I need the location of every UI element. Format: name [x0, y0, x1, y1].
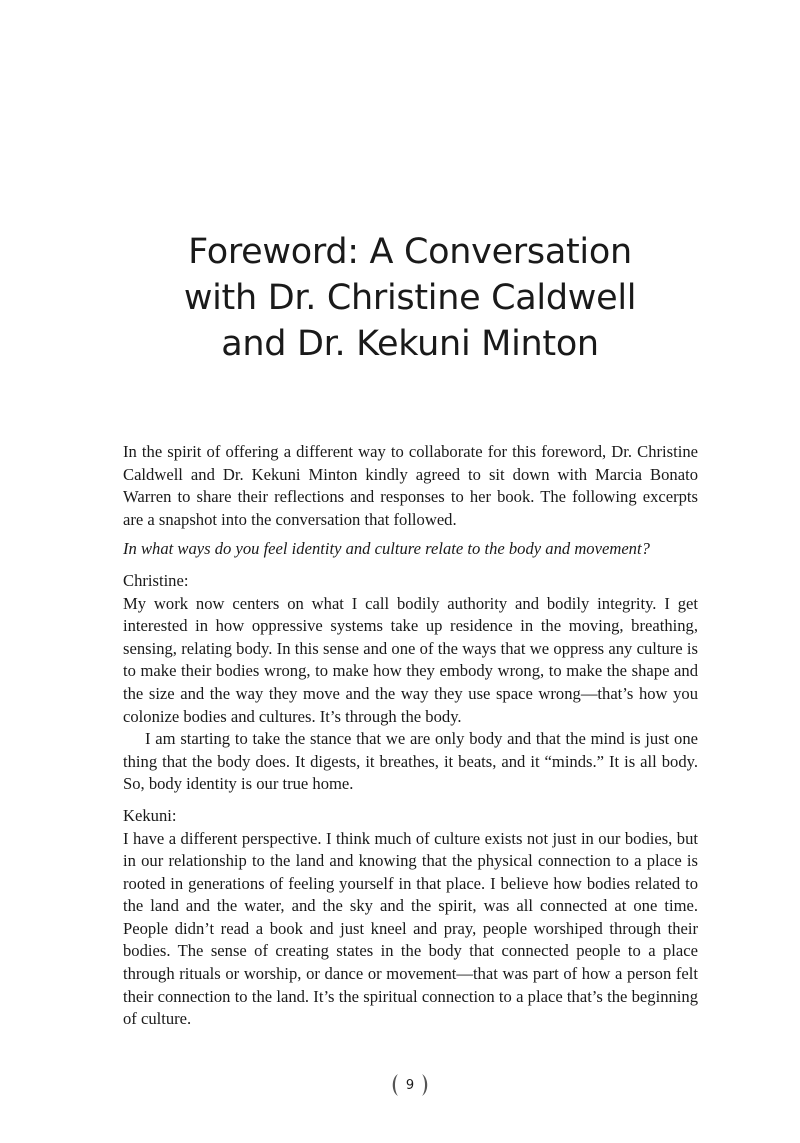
speaker-christine: Christine: — [123, 570, 189, 590]
chapter-title-line-1: Foreword: A Conversation — [188, 232, 632, 272]
page-number: 9 — [405, 1077, 415, 1093]
christine-paragraph-2: I am starting to take the stance that we are only body and that the mind is just one thing that the body does. It digests, it breathes, it beats, and it “minds.” It is all body. So, body identity is our true home. — [123, 729, 698, 794]
left-crescent-bracket-icon — [390, 1073, 400, 1097]
chapter-title-line-2: with Dr. Christine Caldwell — [183, 278, 637, 318]
chapter-title-line-3: and Dr. Kekuni Minton — [221, 324, 599, 364]
page-folio — [380, 1071, 440, 1099]
chapter-title — [100, 229, 720, 367]
christine-paragraph-1: My work now centers on what I call bodily authority and bodily integrity. I get interested in how oppressive systems take up residence in the moving, breathing, sensing, relating body. In this sense and one of the ways that we oppress any culture is to make their bodies wrong, to make how they embody wrong, to make the shape and the size and the way they move and the way they use space wrong—that’s how you colonize bodies and cultures. It’s through the body. — [123, 593, 698, 726]
kekuni-paragraph-1: I have a different perspective. I think much of culture exists not just in our bodies, but in our relationship to the land and knowing that the physical connection to a place is rooted in generations of feeling yourself in that place. I believe how bodies related to the land and the water, and the sky and the spirit, was all connected at one time. People didn’t read a book and just kneel and pray, people worshiped through their bodies. The sense of creating states in the body that connected people to a place through rituals or worship, or dance or movement—that was part of how a person felt their connection to the land. It’s the spiritual connection to a place that’s the beginning of culture. — [123, 828, 698, 1029]
intro-paragraph: In the spirit of offering a different way to collaborate for this foreword, Dr. Christine Caldwell and Dr. Kekuni Minton kindly agreed to sit down with Marcia Bonato Warren to share their reflections and responses to her book. The following excerpts are a snapshot into the conversation that followed. — [123, 442, 698, 529]
speaker-kekuni: Kekuni: — [123, 805, 177, 825]
body-text — [123, 441, 698, 1031]
interview-question: In what ways do you feel identity and culture relate to the body and movement? — [123, 539, 650, 559]
right-crescent-bracket-icon — [420, 1073, 430, 1097]
